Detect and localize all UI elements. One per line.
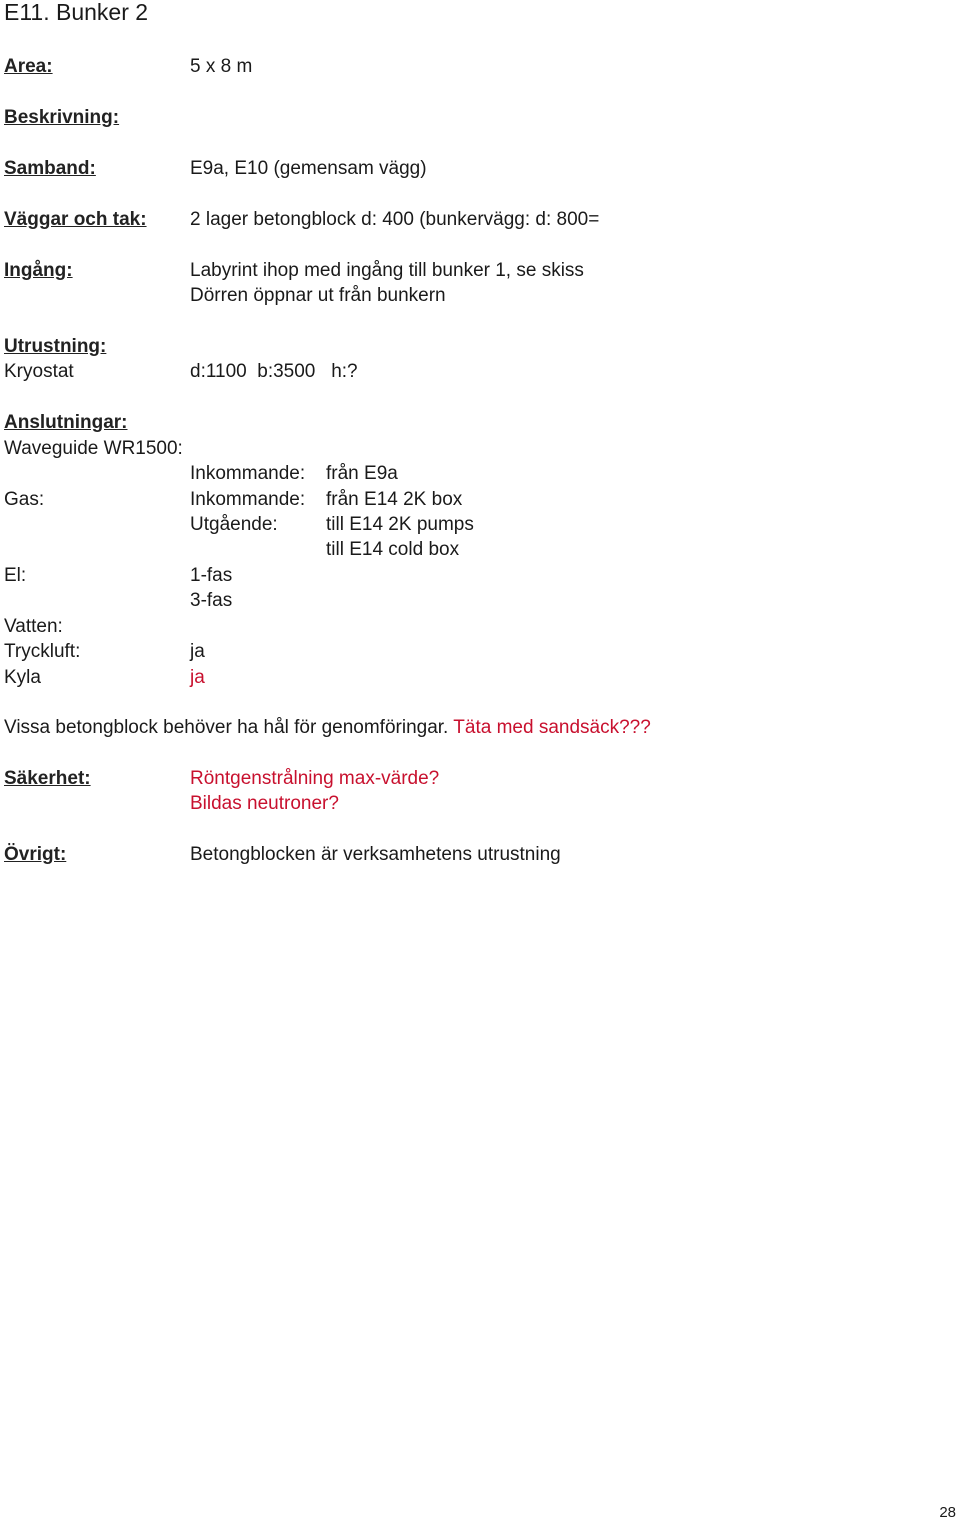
gas-out-dest-2: till E14 cold box: [326, 539, 460, 560]
area-value: 5 x 8 m: [190, 56, 253, 77]
note-red-text: Täta med sandsäck???: [453, 717, 651, 738]
gas-out-dir: Utgående:: [190, 514, 278, 535]
sakerhet-label: Säkerhet:: [4, 768, 91, 789]
ovrigt-value: Betongblocken är verksamhetens utrustning: [190, 844, 561, 865]
utrustning-dims: d:1100 b:3500 h:?: [190, 361, 358, 382]
ovrigt-label: Övrigt:: [4, 844, 67, 865]
waveguide-dir: Inkommande:: [190, 463, 306, 484]
sakerhet-line2: Bildas neutroner?: [190, 793, 339, 814]
area-label: Area:: [4, 56, 53, 77]
utrustning-item: Kryostat: [4, 361, 74, 382]
waveguide-name: Waveguide WR1500:: [4, 438, 183, 459]
kyla-name: Kyla: [4, 667, 41, 688]
gas-in-dir: Inkommande:: [190, 489, 306, 510]
page-number: 28: [939, 1504, 956, 1521]
ingang-line2: Dörren öppnar ut från bunkern: [190, 285, 446, 306]
vaggar-label: Väggar och tak:: [4, 209, 147, 230]
utrustning-label: Utrustning:: [4, 336, 107, 357]
samband-value: E9a, E10 (gemensam vägg): [190, 158, 427, 179]
gas-in-dest: från E14 2K box: [326, 489, 463, 510]
samband-label: Samband:: [4, 158, 96, 179]
vatten-name: Vatten:: [4, 616, 63, 637]
tryckluft-value: ja: [190, 641, 205, 662]
el-name: El:: [4, 565, 27, 586]
anslutningar-label: Anslutningar:: [4, 412, 128, 433]
kyla-value: ja: [190, 667, 205, 688]
el-value-2: 3-fas: [190, 590, 233, 611]
gas-out-dest-1: till E14 2K pumps: [326, 514, 474, 535]
el-value-1: 1-fas: [190, 565, 233, 586]
gas-name: Gas:: [4, 489, 45, 510]
tryckluft-name: Tryckluft:: [4, 641, 81, 662]
waveguide-dest: från E9a: [326, 463, 398, 484]
note-text: Vissa betongblock behöver ha hål för genomföringar.: [4, 717, 449, 738]
ingang-label: Ingång:: [4, 260, 73, 281]
vaggar-value: 2 lager betongblock d: 400 (bunkervägg: d: 800=: [190, 209, 600, 230]
beskrivning-label: Beskrivning:: [4, 107, 120, 128]
ingang-line1: Labyrint ihop med ingång till bunker 1, se skiss: [190, 260, 584, 281]
note-line: [4, 715, 651, 740]
sakerhet-line1: Röntgenstrålning max-värde?: [190, 768, 440, 789]
page-title: E11. Bunker 2: [4, 0, 149, 25]
